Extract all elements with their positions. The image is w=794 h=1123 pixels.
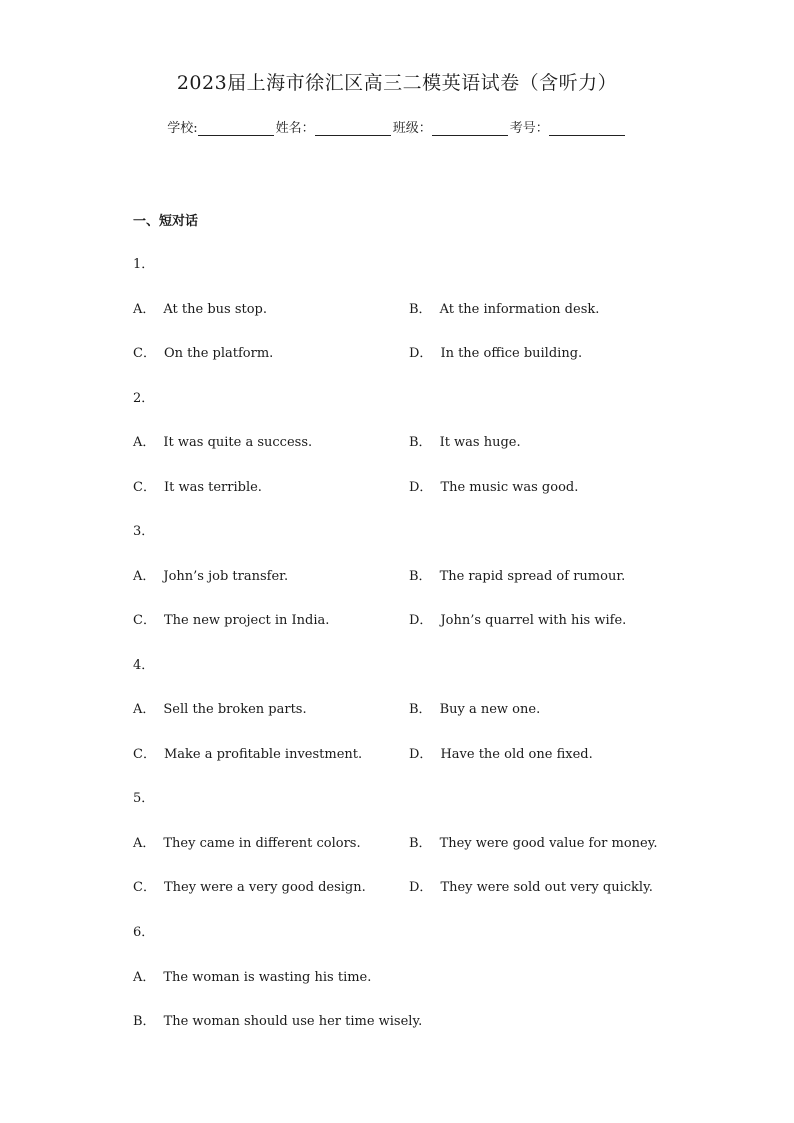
option-a[interactable] — [133, 565, 288, 584]
option-a[interactable] — [133, 698, 307, 717]
section-heading: 一、短对话 — [133, 214, 199, 229]
option-text: At the information desk. — [439, 302, 600, 317]
option-text: Make a profitable investment. — [163, 747, 363, 762]
option-text: It was huge. — [439, 435, 521, 450]
option-a[interactable] — [133, 966, 371, 985]
option-text: The rapid spread of rumour. — [439, 569, 626, 584]
option-c[interactable] — [133, 876, 366, 895]
question-number: 1． — [133, 257, 155, 272]
option-a[interactable] — [133, 832, 361, 851]
option-letter: C． — [133, 880, 156, 895]
option-letter: B． — [409, 836, 432, 851]
class-blank[interactable] — [432, 120, 508, 136]
option-d[interactable] — [409, 342, 582, 361]
option-letter: A． — [133, 569, 156, 584]
option-letter: B． — [409, 702, 432, 717]
option-text: On the platform. — [163, 346, 274, 361]
option-text: They were sold out very quickly. — [440, 880, 653, 895]
option-text: John’s quarrel with his wife. — [440, 613, 627, 628]
school-blank[interactable] — [198, 120, 274, 136]
option-letter: A． — [133, 702, 156, 717]
school-label: 学校: — [167, 121, 198, 136]
question-number: 6． — [133, 925, 155, 940]
class-field — [393, 117, 510, 136]
option-letter: D． — [409, 880, 433, 895]
option-text: John’s job transfer. — [163, 569, 289, 584]
option-text: The woman is wasting his time. — [163, 970, 372, 985]
option-b[interactable] — [409, 832, 657, 851]
option-text: Sell the broken parts. — [163, 702, 307, 717]
student-info-line — [0, 117, 794, 136]
option-letter: A． — [133, 302, 156, 317]
name-field — [276, 117, 393, 136]
option-letter: C． — [133, 480, 156, 495]
option-a[interactable] — [133, 431, 312, 450]
option-a[interactable] — [133, 298, 267, 317]
option-b[interactable] — [409, 298, 599, 317]
option-text: The new project in India. — [163, 613, 330, 628]
option-text: Buy a new one. — [439, 702, 541, 717]
option-b[interactable] — [133, 1010, 422, 1029]
option-c[interactable] — [133, 743, 362, 762]
number-label: 考号： — [509, 121, 549, 136]
option-letter: B． — [133, 1014, 156, 1029]
option-d[interactable] — [409, 476, 578, 495]
number-field — [510, 117, 627, 136]
option-text: They were good value for money. — [439, 836, 658, 851]
option-text: The music was good. — [440, 480, 579, 495]
option-text: They were a very good design. — [163, 880, 366, 895]
question-number: 5． — [133, 791, 155, 806]
option-letter: D． — [409, 613, 433, 628]
option-text: It was terrible. — [163, 480, 262, 495]
option-text: The woman should use her time wisely. — [163, 1014, 423, 1029]
option-c[interactable] — [133, 609, 329, 628]
option-letter: C． — [133, 747, 156, 762]
option-c[interactable] — [133, 476, 262, 495]
question-number: 2． — [133, 391, 155, 406]
name-blank[interactable] — [315, 120, 391, 136]
question-number: 4． — [133, 658, 155, 673]
option-letter: B． — [409, 302, 432, 317]
option-letter: B． — [409, 569, 432, 584]
option-letter: A． — [133, 435, 156, 450]
option-d[interactable] — [409, 876, 653, 895]
question-number: 3． — [133, 524, 155, 539]
option-d[interactable] — [409, 609, 626, 628]
option-text: At the bus stop. — [163, 302, 268, 317]
option-text: They came in different colors. — [163, 836, 361, 851]
option-b[interactable] — [409, 698, 540, 717]
option-letter: B． — [409, 435, 432, 450]
option-letter: D． — [409, 747, 433, 762]
name-label: 姓名： — [275, 121, 315, 136]
option-b[interactable] — [409, 431, 521, 450]
school-field — [167, 117, 275, 136]
option-c[interactable] — [133, 342, 273, 361]
option-text: In the office building. — [440, 346, 583, 361]
option-letter: D． — [409, 346, 433, 361]
option-letter: A． — [133, 970, 156, 985]
option-b[interactable] — [409, 565, 625, 584]
option-letter: D． — [409, 480, 433, 495]
option-text: It was quite a success. — [163, 435, 313, 450]
option-text: Have the old one fixed. — [440, 747, 593, 762]
number-blank[interactable] — [549, 120, 625, 136]
option-letter: C． — [133, 346, 156, 361]
class-label: 班级： — [392, 121, 432, 136]
option-d[interactable] — [409, 743, 593, 762]
option-letter: C． — [133, 613, 156, 628]
option-letter: A． — [133, 836, 156, 851]
exam-title: 2023届上海市徐汇区高三二模英语试卷（含听力） — [176, 72, 618, 94]
